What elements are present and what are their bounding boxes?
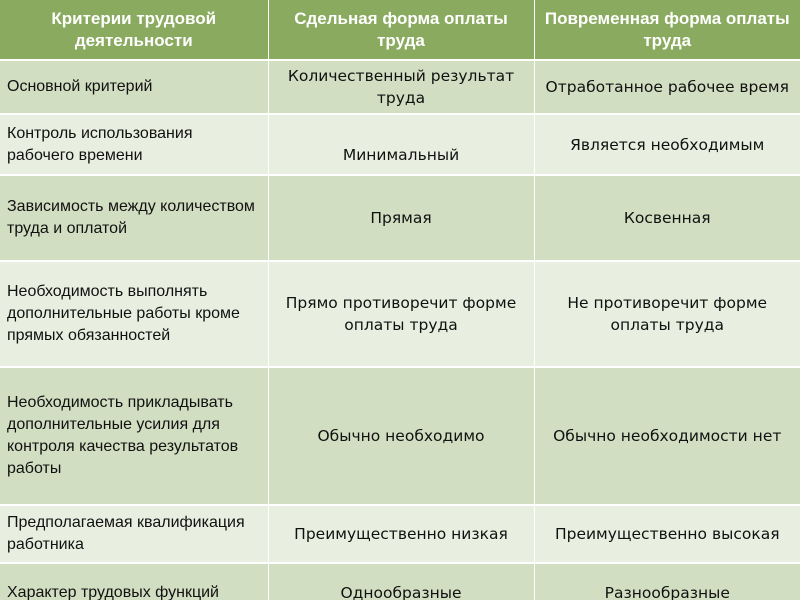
piecework-cell: Преимущественно низкая <box>268 505 534 563</box>
criterion-cell: Основной критерий <box>0 60 268 114</box>
time-based-cell: Обычно необходимости нет <box>534 367 800 505</box>
piecework-cell: Однообразные <box>268 563 534 600</box>
header-piecework: Сдельная форма оплаты труда <box>268 0 534 60</box>
table-row <box>0 60 800 114</box>
header-time-based: Повременная форма оплаты труда <box>534 0 800 60</box>
criterion-cell: Необходимость выполнять дополнительные работы кроме прямых обязанностей <box>0 261 268 367</box>
piecework-cell: Количественный результат труда <box>268 60 534 114</box>
time-based-cell: Косвенная <box>534 175 800 261</box>
time-based-cell: Отработанное рабочее время <box>534 60 800 114</box>
criterion-cell: Предполагаемая квалификация работника <box>0 505 268 563</box>
criterion-cell: Характер трудовых функций <box>0 563 268 600</box>
criterion-cell: Контроль использования рабочего времени <box>0 114 268 175</box>
table-header-row <box>0 0 800 60</box>
criterion-cell: Зависимость между количеством труда и оплатой <box>0 175 268 261</box>
table-row <box>0 114 800 175</box>
table-row <box>0 505 800 563</box>
table-row <box>0 175 800 261</box>
table-row <box>0 261 800 367</box>
table-row <box>0 563 800 600</box>
time-based-cell: Преимущественно высокая <box>534 505 800 563</box>
piecework-cell: Прямо противоречит форме оплаты труда <box>268 261 534 367</box>
piecework-cell: Обычно необходимо <box>268 367 534 505</box>
time-based-cell: Разнообразные <box>534 563 800 600</box>
header-criteria: Критерии трудовой деятельности <box>0 0 268 60</box>
piecework-cell: Прямая <box>268 175 534 261</box>
criterion-cell: Необходимость прикладывать дополнительные усилия для контроля качества результатов работы <box>0 367 268 505</box>
time-based-cell: Является необходимым <box>534 114 800 175</box>
piecework-cell: Минимальный <box>268 114 534 175</box>
table-row <box>0 367 800 505</box>
time-based-cell: Не противоречит форме оплаты труда <box>534 261 800 367</box>
